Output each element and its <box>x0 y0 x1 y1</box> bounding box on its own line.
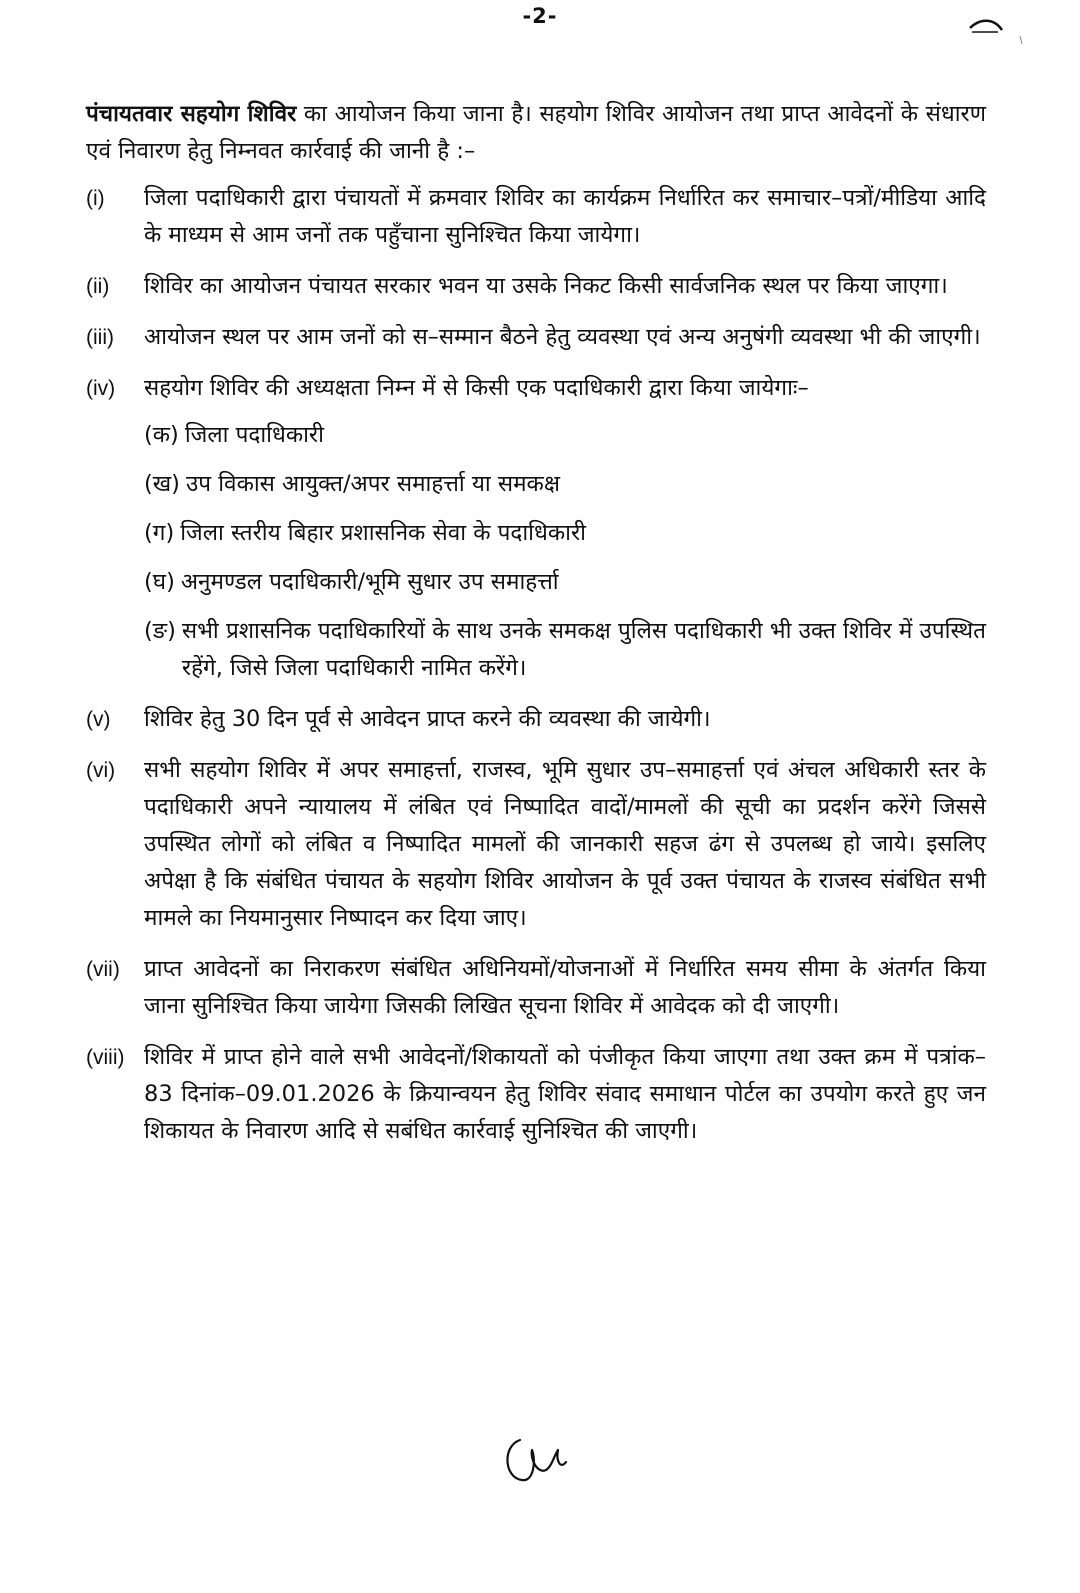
intro-text: का आयोजन किया जाना है। सहयोग शिविर आयोजन तथा प्राप्त आवेदनों के संधारण एवं निवारण हेतु निम्नवत कार्रवाई की जानी है :– <box>86 101 986 164</box>
sub-item-kha <box>144 466 986 503</box>
sub-item-text: जिला पदाधिकारी <box>184 422 324 448</box>
sub-item-gha <box>144 564 986 601</box>
item-text: शिविर हेतु 30 दिन पूर्व से आवेदन प्राप्त करने की व्यवस्था की जायेगी। <box>144 706 711 732</box>
sub-item-ga <box>144 515 986 552</box>
item-text: आयोजन स्थल पर आम जनों को स–सम्मान बैठने हेतु व्यवस्था एवं अन्य अनुषंगी व्यवस्था भी की जाएगी। <box>144 324 981 350</box>
item-number: (i) <box>86 187 105 210</box>
sub-item-text: जिला स्तरीय बिहार प्रशासनिक सेवा के पदाधिकारी <box>180 520 586 546</box>
item-number: (iv) <box>86 377 116 400</box>
item-body <box>144 370 986 687</box>
page-number: -2- <box>522 4 558 28</box>
item-text: जिला पदाधिकारी द्वारा पंचायतों में क्रमवार शिविर का कार्यक्रम निर्धारित कर समाचार–पत्रों/मीडिया आदि के माध्यम से आम जनों तक पहुँचाना सुनिश्चित किया जायेगा। <box>144 185 986 248</box>
sub-item-text: उप विकास आयुक्त/अपर समाहर्त्ता या समकक्ष <box>185 471 560 497</box>
item-number: (vi) <box>86 759 116 782</box>
sub-item-nga <box>144 613 986 687</box>
sub-item-text: अनुमण्डल पदाधिकारी/भूमि सुधार उप समाहर्त्ता <box>180 569 559 595</box>
list-item-iv <box>86 370 986 687</box>
sub-item-ka <box>144 417 986 454</box>
item-number: (vii) <box>86 958 120 981</box>
item-number: (viii) <box>86 1046 125 1069</box>
item-number: (v) <box>86 708 111 731</box>
list-item-iii <box>86 319 986 356</box>
item-text: शिविर में प्राप्त होने वाले सभी आवेदनों/शिकायतों को पंजीकृत किया जाएगा तथा उक्त क्रम में पत्रांक–83 दिनांक–09.01.2026 के क्रियान्वयन हेतु शिविर संवाद समाधान पोर्टल का उपयोग करते हुए जन शिकायत के निवारण आदि से सबंधित कार्रवाई सुनिश्चित की जाएगी। <box>144 1044 986 1144</box>
item-text: सभी सहयोग शिविर में अपर समाहर्त्ता, राजस्व, भूमि सुधार उप–समाहर्त्ता एवं अंचल अधिकारी स्तर के पदाधिकारी अपने न्यायालय में लंबित एवं निष्पादित वादों/मामलों की सूची का प्रदर्शन करेंगे जिससे उपस्थित लोगों को लंबित व निष्पादित मामलों की जानकारी सहज ढंग से उपलब्ध हो जाये। इसलिए अपेक्षा है कि संबंधित पंचायत के सहयोग शिविर आयोजन के पूर्व उक्त पंचायत के राजस्व संबंधित सभी मामले का नियमानुसार निष्पादन कर दिया जाए। <box>144 757 986 931</box>
sub-item-label: (घ) <box>144 569 175 595</box>
officer-sub-list <box>144 417 986 687</box>
signature-scribble <box>500 1430 580 1490</box>
list-item-i <box>86 180 986 254</box>
list-item-v <box>86 701 986 738</box>
list-item-vi <box>86 752 986 937</box>
item-number: (iii) <box>86 326 114 349</box>
sub-item-label: (ङ) <box>144 618 176 644</box>
intro-bold-heading: पंचायतवार सहयोग शिविर <box>86 101 297 127</box>
sub-item-label: (क) <box>144 422 179 448</box>
intro-paragraph <box>86 96 986 170</box>
list-item-ii <box>86 268 986 305</box>
item-number: (ii) <box>86 275 110 298</box>
item-text: सहयोग शिविर की अध्यक्षता निम्न में से किसी एक पदाधिकारी द्वारा किया जायेगाः– <box>144 375 809 401</box>
item-text: प्राप्त आवेदनों का निराकरण संबंधित अधिनियमों/योजनाओं में निर्धारित समय सीमा के अंतर्गत किया जाना सुनिश्चित किया जायेगा जिसकी लिखित सूचना शिविर में आवेदक को दी जाएगी। <box>144 956 986 1019</box>
sub-item-label: (ग) <box>144 520 175 546</box>
corner-stroke-mark <box>968 10 1038 50</box>
document-body <box>86 96 986 1164</box>
sub-item-text: सभी प्रशासनिक पदाधिकारियों के साथ उनके समकक्ष पुलिस पदाधिकारी भी उक्त शिविर में उपस्थित रहेंगे, जिसे जिला पदाधिकारी नामित करेंगे। <box>181 618 986 681</box>
sub-item-label: (ख) <box>144 471 180 497</box>
list-item-vii <box>86 951 986 1025</box>
item-text: शिविर का आयोजन पंचायत सरकार भवन या उसके निकट किसी सार्वजनिक स्थल पर किया जाएगा। <box>144 273 948 299</box>
list-item-viii <box>86 1039 986 1150</box>
